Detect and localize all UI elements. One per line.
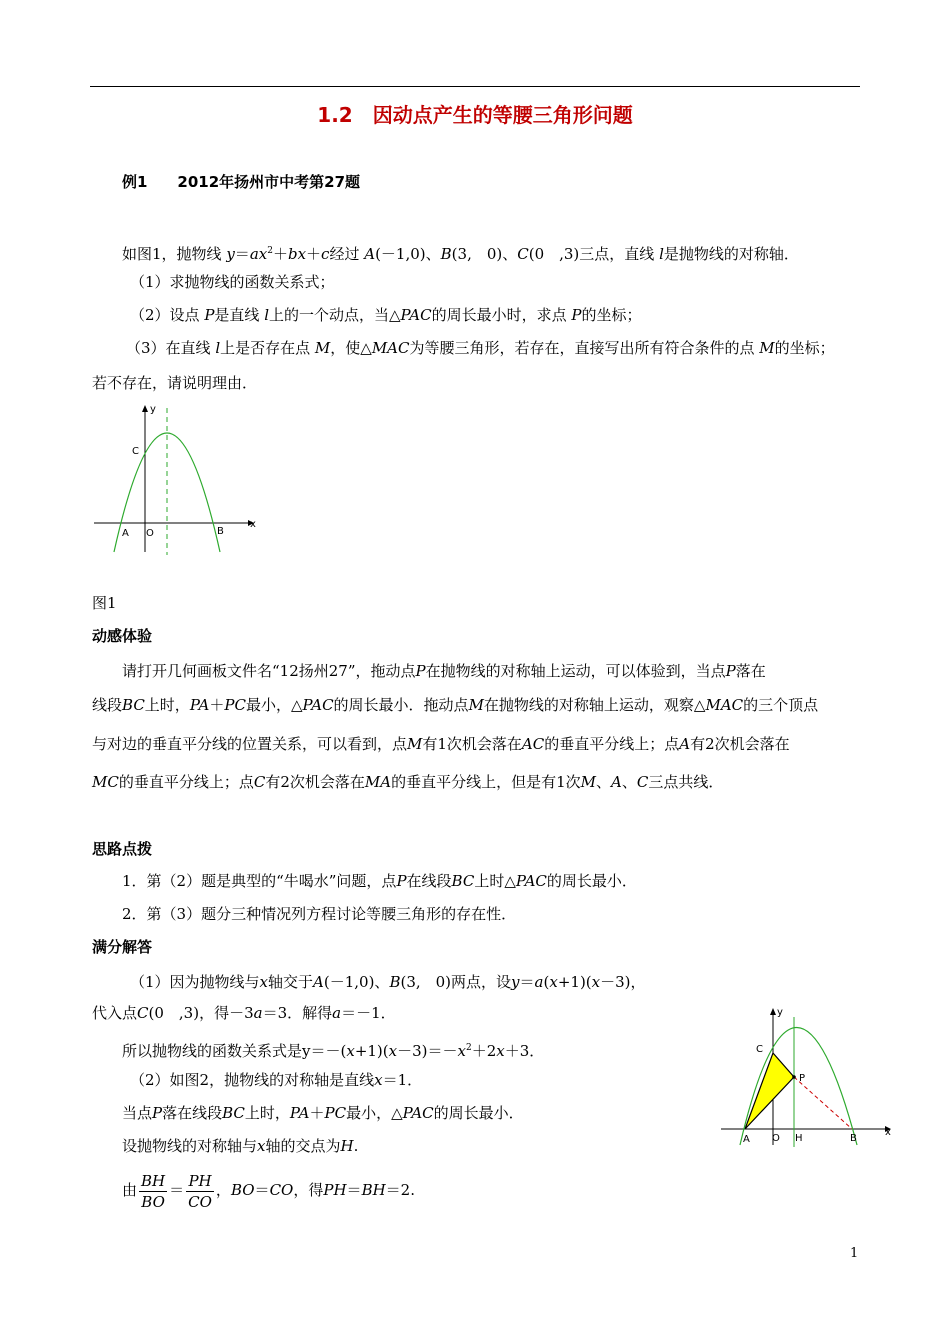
segment-pb [794, 1077, 852, 1129]
answer-1: （1）因为抛物线与x轴交于A(－1,0)、B(3, 0)两点，设y＝a(x+1)(x－3)， [130, 973, 646, 991]
label-o: O [772, 1133, 780, 1144]
page-title: 1.2 因动点产生的等腰三角形问题 [317, 103, 633, 127]
question-2: （2）设点 P是直线 l上的一个动点，当△PAC的周长最小时，求点 P的坐标； [130, 306, 642, 324]
answer-2: 代入点C(0 ,3)，得－3a＝3．解得a＝－1． [92, 1004, 396, 1022]
dynamic-p2: 线段BC上时，PA＋PC最小，△PAC的周长最小．拖动点M在抛物线的对称轴上运动，观察△MAC的三个顶点 [92, 696, 819, 714]
section-hint-heading: 思路点拨 [92, 840, 153, 858]
answer-4: （2）如图2，抛物线的对称轴是直线x＝1． [130, 1071, 423, 1089]
label-c: C [132, 446, 139, 457]
hint-1: 1．第（2）题是典型的“牛喝水”问题，点P在线段BC上时△PAC的周长最小． [122, 872, 637, 890]
figure-1 [90, 400, 270, 560]
label-a: A [743, 1134, 750, 1145]
answer-3: 所以抛物线的函数关系式是$y=-(x+1)(x-3)=-x^2+2x+3$． [122, 1042, 545, 1060]
figure-2 [715, 1005, 895, 1150]
page-number: 1 [850, 1246, 859, 1261]
problem-intro: 如图1，抛物线 $y=ax^2+bx+c$经过 A(－1,0)、B(3, 0)、C(0 ,3)三点，直线 l是抛物线的对称轴． [122, 245, 799, 263]
hint-2: 2．第（3）题分三种情况列方程讨论等腰三角形的存在性． [122, 905, 517, 923]
figure-1-caption: 图1 [92, 594, 117, 612]
label-y: y [777, 1007, 783, 1018]
fraction-ph-co: $\frac{PH}{CO}$ [188, 1171, 212, 1211]
section-answer-heading: 满分解答 [92, 938, 153, 956]
y-arrow-icon [142, 405, 148, 412]
label-b: B [217, 526, 224, 537]
label-h: H [795, 1133, 803, 1144]
label-a: A [122, 528, 129, 539]
y-arrow-icon [770, 1008, 776, 1015]
answer-5: 当点P落在线段BC上时，PA＋PC最小，△PAC的周长最小． [122, 1104, 524, 1122]
label-c: C [756, 1044, 763, 1055]
header-rule [90, 86, 860, 87]
question-1: （1）求抛物线的函数关系式； [130, 273, 335, 291]
label-p: P [799, 1073, 806, 1084]
example-heading: 例1 2012年扬州市中考第27题 [122, 173, 361, 191]
label-o: O [146, 528, 154, 539]
label-y: y [150, 404, 156, 415]
dynamic-p1: 请打开几何画板文件名“12扬州27”，拖动点P在抛物线的对称轴上运动，可以体验到，当点P落在 [122, 662, 766, 680]
section-dynamic-heading: 动感体验 [92, 627, 153, 645]
label-b: B [850, 1133, 857, 1144]
label-x: x [885, 1127, 891, 1138]
question-3: （3）在直线 l上是否存在点 M，使△MAC为等腰三角形，若存在，直接写出所有符合条件的点 M的坐标； [126, 339, 835, 357]
dynamic-p4: MC的垂直平分线上；点C有2次机会落在MA的垂直平分线上，但是有1次M、A、C三点共线． [92, 773, 724, 791]
question-3-cont: 若不存在，请说明理由． [92, 374, 258, 392]
answer-6: 设抛物线的对称轴与x轴的交点为H. [122, 1137, 359, 1155]
fraction-bh-bo: $\frac{BH}{BO}$ [141, 1171, 166, 1211]
triangle-pac [745, 1053, 794, 1129]
point-p [792, 1075, 796, 1079]
dynamic-p3: 与对边的垂直平分线的位置关系，可以看到，点M有1次机会落在AC的垂直平分线上；点A有2次机会落在 [92, 735, 790, 753]
answer-7: 由 $\frac{BH}{BO}$ ＝ $\frac{PH}{CO}$ ，BO＝CO，得PH＝BH＝2. [122, 1171, 415, 1211]
label-x: x [250, 519, 256, 530]
